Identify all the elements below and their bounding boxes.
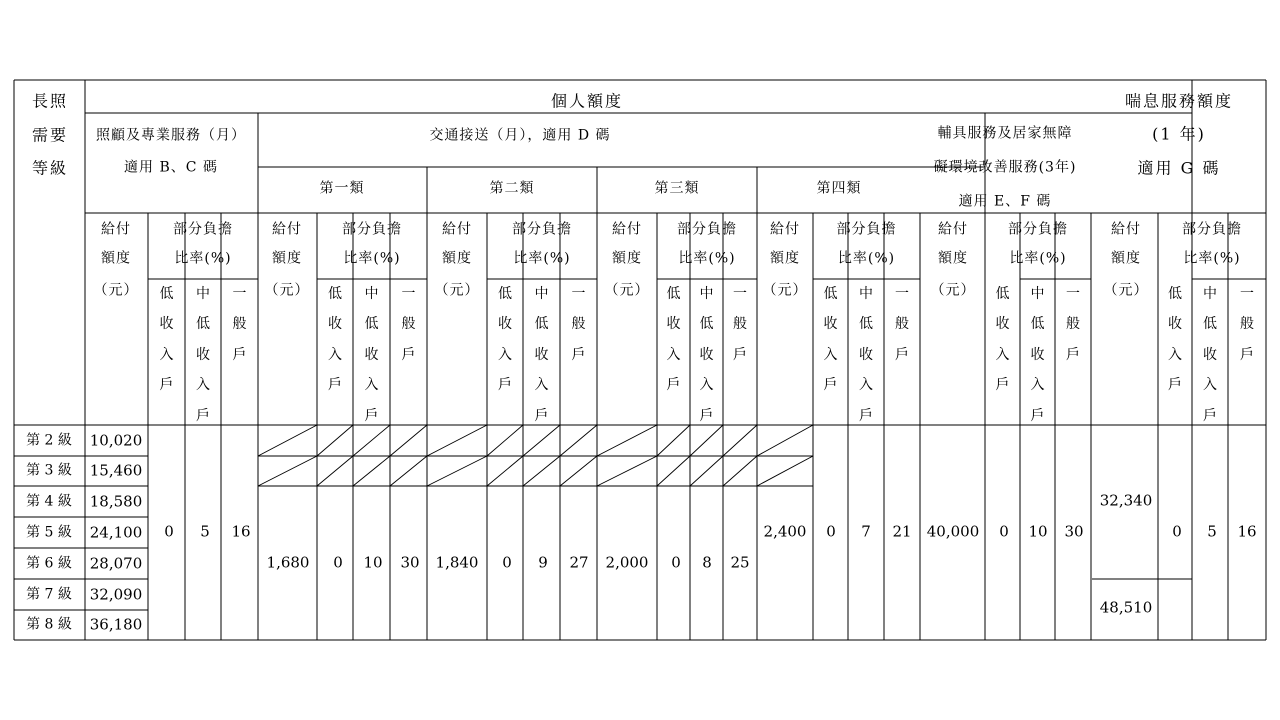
mid-low-income-label: 中 低 收 入 戶 — [364, 286, 379, 424]
pay-amount-label: 給付 — [272, 221, 302, 238]
hatch-line — [487, 456, 523, 486]
mid-low-income-label: 中 低 收 入 戶 — [859, 286, 873, 424]
transport-cat3-rate-low: 0 — [671, 553, 681, 572]
category-3: 第三類 — [654, 180, 700, 197]
level-label: 第 5 級 — [26, 524, 72, 540]
mid-low-income-label: 中 低 收 入 戶 — [1203, 286, 1217, 424]
aids-rate-midlow: 10 — [1028, 522, 1048, 541]
transport-cat2-rate-low: 0 — [502, 553, 512, 572]
care-amount: 15,460 — [89, 461, 143, 480]
general-household-label: 一 般 戶 — [1240, 286, 1254, 363]
transport-cat3-rate-midlow: 8 — [702, 553, 712, 572]
care-amount: 28,070 — [89, 554, 143, 572]
pay-amount-label: （元） — [1103, 282, 1149, 299]
category-2: 第二類 — [489, 180, 535, 197]
pay-amount-label: 額度 — [770, 250, 800, 267]
pay-amount-label: 額度 — [272, 250, 302, 267]
respite-amount-b: 48,510 — [1099, 598, 1153, 617]
low-income-label: 低 收 入 戶 — [1168, 286, 1182, 394]
partial-burden-label: 部分負擔 — [677, 221, 737, 238]
low-income-label: 低 收 入 戶 — [159, 286, 174, 394]
level-label: 第 8 級 — [26, 616, 72, 633]
hatch-line — [427, 425, 487, 456]
hatch-line — [523, 456, 560, 486]
care-rate-general: 16 — [231, 522, 251, 541]
pay-amount-label: （元） — [93, 282, 139, 299]
partial-burden-label: 比率(%) — [343, 250, 401, 267]
level-header-1: 長照 — [31, 91, 69, 111]
level-label: 第 4 級 — [26, 493, 72, 509]
pay-amount-label: （元） — [434, 282, 480, 299]
pay-amount-label: 給付 — [101, 221, 131, 238]
respite-header-2: (1 年) — [1152, 124, 1206, 144]
hatch-line — [317, 456, 353, 486]
level-label: 第 6 級 — [26, 555, 72, 571]
respite-header-3: 適用 G 碼 — [1137, 158, 1221, 178]
pay-amount-label: （元） — [930, 282, 976, 299]
respite-rate-low: 0 — [1172, 522, 1182, 541]
partial-burden-label: 比率(%) — [174, 250, 232, 267]
transport-cat2-amount: 1,840 — [435, 553, 479, 572]
transport-cat1-rate-general: 30 — [400, 553, 420, 572]
mid-low-income-label: 中 低 收 入 戶 — [1030, 286, 1045, 424]
aids-rate-general: 30 — [1064, 522, 1084, 541]
mid-low-income-label: 中 低 收 入 戶 — [196, 286, 210, 424]
general-household-label: 一 般 戶 — [895, 286, 909, 363]
transport-cat4-amount: 2,400 — [763, 522, 807, 541]
transport-cat1-amount: 1,680 — [266, 553, 310, 572]
hatch-line — [757, 425, 813, 456]
hatch-line — [427, 456, 487, 486]
care-amount: 24,100 — [89, 523, 143, 541]
pay-amount-label: 給付 — [938, 221, 968, 238]
general-household-label: 一 般 戶 — [1066, 286, 1080, 363]
mid-low-income-label: 中 低 收 入 戶 — [534, 286, 549, 424]
low-income-label: 低 收 入 戶 — [995, 286, 1010, 394]
pay-amount-label: 額度 — [938, 250, 968, 267]
pay-amount-label: 給付 — [770, 221, 800, 238]
partial-burden-label: 部分負擔 — [342, 221, 402, 238]
hatch-line — [258, 425, 317, 456]
care-rate-low: 0 — [164, 522, 174, 541]
transport-cat1-rate-midlow: 10 — [363, 553, 383, 572]
level-header-2: 需要 — [31, 125, 69, 145]
hatch-line — [317, 425, 353, 456]
level-label: 第 7 級 — [26, 586, 72, 602]
transport-header: 交通接送（月），適用 D 碼 — [429, 127, 611, 144]
pay-amount-label: （元） — [762, 282, 808, 299]
hatch-line — [353, 456, 390, 486]
general-household-label: 一 般 戶 — [571, 286, 586, 363]
partial-burden-label: 比率(%) — [1183, 250, 1241, 267]
aids-rate-low: 0 — [999, 522, 1009, 541]
level-header-3: 等級 — [31, 158, 69, 178]
personal-quota-header: 個人額度 — [550, 91, 624, 111]
mid-low-income-label: 中 低 收 入 戶 — [699, 286, 714, 424]
low-income-label: 低 收 入 戶 — [328, 286, 342, 394]
partial-burden-label: 比率(%) — [678, 250, 736, 267]
care-amount: 18,580 — [89, 492, 143, 510]
transport-cat2-rate-midlow: 9 — [538, 553, 548, 572]
hatch-line — [560, 456, 597, 486]
aids-header-3: 適用 E、F 碼 — [958, 193, 1052, 210]
hatch-line — [597, 425, 657, 456]
care-header-2: 適用 B、C 碼 — [124, 159, 218, 176]
general-household-label: 一 般 戶 — [733, 286, 747, 363]
category-1: 第一類 — [319, 180, 365, 197]
respite-amount-a: 32,340 — [1099, 491, 1153, 510]
transport-cat1-rate-low: 0 — [333, 553, 343, 572]
level-label: 第 2 級 — [26, 432, 72, 448]
hatch-line — [690, 456, 723, 486]
partial-burden-label: 部分負擔 — [1182, 221, 1242, 238]
aids-header-1: 輔具服務及居家無障 — [937, 125, 1073, 142]
hatch-line — [487, 425, 523, 456]
pay-amount-label: 額度 — [1111, 250, 1141, 267]
transport-cat4-rate-midlow: 7 — [861, 522, 871, 541]
partial-burden-label: 比率(%) — [1009, 250, 1067, 267]
partial-burden-label: 部分負擔 — [836, 221, 897, 238]
partial-burden-label: 部分負擔 — [173, 221, 233, 238]
transport-cat4-rate-general: 21 — [892, 522, 912, 541]
pay-amount-label: 額度 — [101, 250, 131, 267]
pay-amount-label: 額度 — [612, 250, 642, 267]
hatch-line — [390, 425, 427, 456]
pay-amount-label: 額度 — [442, 250, 472, 267]
level-label: 第 3 級 — [26, 462, 72, 479]
hatch-line — [258, 456, 317, 486]
care-rate-midlow: 5 — [200, 522, 210, 541]
category-4: 第四類 — [816, 180, 862, 197]
transport-cat3-rate-general: 25 — [730, 553, 750, 572]
pay-amount-label: （元） — [264, 282, 310, 299]
hatch-line — [390, 456, 427, 486]
partial-burden-label: 部分負擔 — [1008, 221, 1068, 238]
transport-cat3-amount: 2,000 — [605, 553, 649, 572]
low-income-label: 低 收 入 戶 — [498, 286, 512, 394]
hatch-line — [723, 456, 757, 486]
pay-amount-label: 給付 — [442, 221, 472, 238]
aids-header-2: 礙環境改善服務(3年) — [933, 159, 1077, 176]
respite-rate-midlow: 5 — [1207, 522, 1217, 541]
hatch-line — [657, 456, 690, 486]
partial-burden-label: 比率(%) — [837, 250, 896, 267]
respite-header-1: 喘息服務額度 — [1124, 91, 1234, 111]
aids-amount: 40,000 — [926, 522, 980, 541]
care-amount: 36,180 — [89, 615, 143, 634]
hatch-line — [657, 425, 690, 456]
low-income-label: 低 收 入 戶 — [823, 286, 838, 394]
general-household-label: 一 般 戶 — [401, 286, 416, 363]
transport-cat4-rate-low: 0 — [826, 522, 836, 541]
pay-amount-label: 給付 — [612, 221, 642, 238]
pay-amount-label: 給付 — [1111, 221, 1141, 238]
general-household-label: 一 般 戶 — [232, 286, 247, 363]
care-amount: 10,020 — [89, 431, 143, 449]
care-header-1: 照顧及專業服務（月） — [96, 127, 246, 144]
respite-rate-general: 16 — [1237, 522, 1257, 541]
hatch-line — [597, 456, 657, 486]
partial-burden-label: 部分負擔 — [512, 221, 572, 238]
care-amount: 32,090 — [89, 585, 143, 603]
partial-burden-label: 比率(%) — [513, 250, 571, 267]
low-income-label: 低 收 入 戶 — [666, 286, 681, 394]
pay-amount-label: （元） — [604, 282, 650, 299]
hatch-line — [757, 456, 813, 486]
hatch-line — [723, 425, 757, 456]
transport-cat2-rate-general: 27 — [569, 553, 589, 572]
hatch-line — [560, 425, 597, 456]
